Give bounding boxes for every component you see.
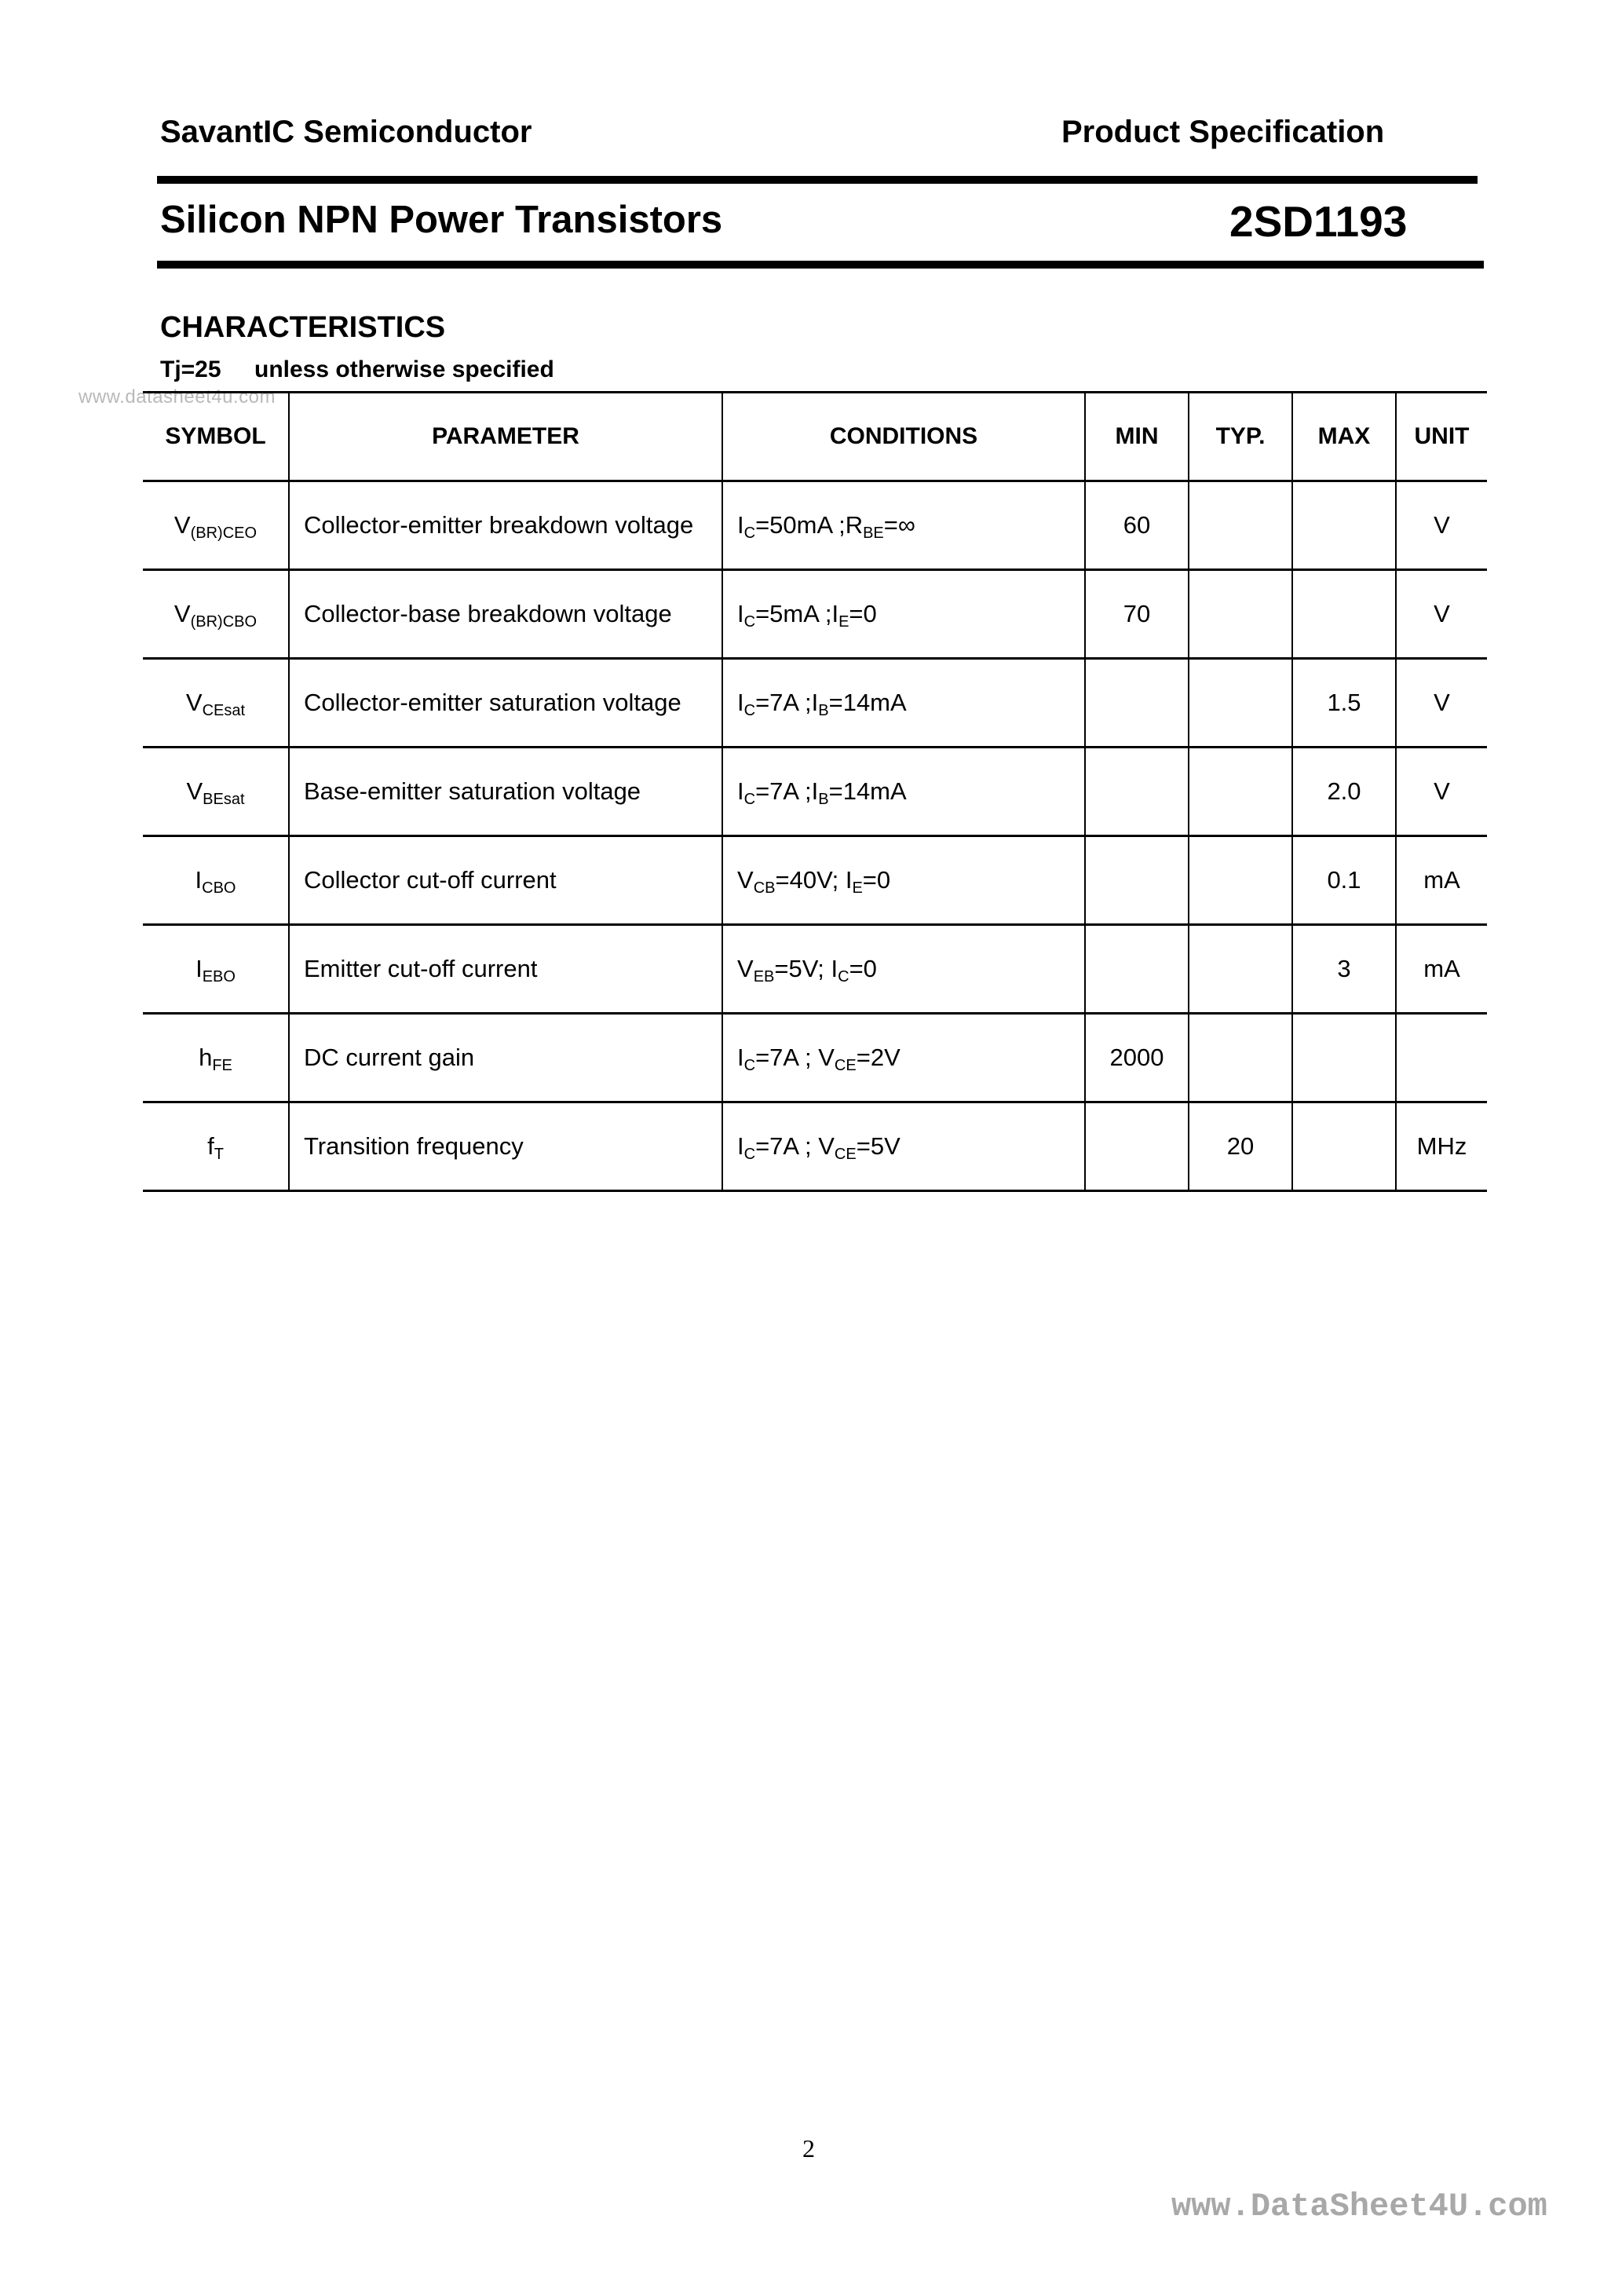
cell-parameter: Collector cut-off current bbox=[289, 836, 722, 925]
cell-typ bbox=[1189, 836, 1292, 925]
cell-symbol bbox=[143, 925, 289, 1014]
symbol-base: V bbox=[174, 511, 191, 539]
cell-max: 3 bbox=[1292, 925, 1396, 1014]
part-number: 2SD1193 bbox=[1229, 197, 1408, 246]
condition-2-value: =5V bbox=[856, 1132, 901, 1160]
column-header-conditions: CONDITIONS bbox=[722, 393, 1085, 481]
cell-max bbox=[1292, 1102, 1396, 1191]
condition-1-subscript: C bbox=[743, 525, 756, 542]
condition-1-subscript: C bbox=[743, 702, 756, 719]
cell-symbol bbox=[143, 748, 289, 836]
symbol-base: I bbox=[195, 866, 203, 894]
symbol-subscript: (BR)CEO bbox=[190, 525, 258, 542]
cell-unit: mA bbox=[1396, 836, 1487, 925]
cell-typ bbox=[1189, 748, 1292, 836]
page-number: 2 bbox=[802, 2134, 815, 2163]
condition-1-value: =7A ; bbox=[755, 689, 812, 716]
cell-typ: 20 bbox=[1189, 1102, 1292, 1191]
cell-conditions bbox=[722, 1102, 1085, 1191]
condition-2-value: =0 bbox=[849, 600, 877, 627]
cell-max bbox=[1292, 570, 1396, 659]
symbol-subscript: T bbox=[214, 1146, 224, 1163]
table-header-row bbox=[143, 393, 1487, 481]
condition-1-value: =7A ; bbox=[755, 1044, 819, 1071]
condition-1-base: I bbox=[737, 777, 744, 805]
condition-2-value: =14mA bbox=[828, 777, 907, 805]
condition-2-value: =0 bbox=[849, 955, 877, 982]
cell-unit: V bbox=[1396, 748, 1487, 836]
cell-parameter: Collector-emitter saturation voltage bbox=[289, 659, 722, 748]
cell-min: 60 bbox=[1085, 481, 1189, 570]
table-row bbox=[143, 1102, 1487, 1191]
cell-typ bbox=[1189, 570, 1292, 659]
cell-symbol bbox=[143, 1102, 289, 1191]
symbol-base: V bbox=[186, 777, 203, 805]
condition-2-base: I bbox=[831, 600, 839, 627]
document-type: Product Specification bbox=[1061, 115, 1385, 149]
cell-parameter: Collector-emitter breakdown voltage bbox=[289, 481, 722, 570]
cell-max bbox=[1292, 1014, 1396, 1102]
table-row bbox=[143, 836, 1487, 925]
table-row bbox=[143, 481, 1487, 570]
symbol-subscript: BEsat bbox=[203, 791, 245, 808]
cell-unit: mA bbox=[1396, 925, 1487, 1014]
condition-1-value: =40V; bbox=[775, 866, 846, 894]
condition-1-value: =5mA ; bbox=[755, 600, 832, 627]
symbol-base: I bbox=[195, 955, 203, 982]
cell-min bbox=[1085, 925, 1189, 1014]
condition-1-subscript: C bbox=[743, 791, 756, 808]
symbol-subscript: EBO bbox=[202, 968, 236, 985]
table-row bbox=[143, 1014, 1487, 1102]
cell-max: 1.5 bbox=[1292, 659, 1396, 748]
symbol-subscript: CEsat bbox=[202, 702, 246, 719]
cell-parameter: Collector-base breakdown voltage bbox=[289, 570, 722, 659]
cell-conditions bbox=[722, 481, 1085, 570]
symbol-subscript: FE bbox=[212, 1057, 232, 1074]
condition-1-base: V bbox=[737, 866, 754, 894]
cell-typ bbox=[1189, 481, 1292, 570]
condition-1-value: =50mA ; bbox=[755, 511, 846, 539]
table-row bbox=[143, 925, 1487, 1014]
cell-max bbox=[1292, 481, 1396, 570]
cell-unit: V bbox=[1396, 659, 1487, 748]
condition-1-base: I bbox=[737, 1132, 744, 1160]
symbol-base: h bbox=[199, 1044, 213, 1071]
column-header-min: MIN bbox=[1085, 393, 1189, 481]
section-heading: CHARACTERISTICS bbox=[160, 311, 446, 344]
condition-1-base: I bbox=[737, 600, 744, 627]
column-header-unit: UNIT bbox=[1396, 393, 1487, 481]
symbol-base: V bbox=[174, 600, 191, 627]
table-body bbox=[143, 481, 1487, 1191]
condition-note: unless otherwise specified bbox=[254, 356, 554, 382]
condition-1-base: I bbox=[737, 511, 744, 539]
condition-2-base: V bbox=[818, 1132, 835, 1160]
cell-min: 2000 bbox=[1085, 1014, 1189, 1102]
condition-1-base: I bbox=[737, 689, 744, 716]
cell-conditions bbox=[722, 925, 1085, 1014]
cell-symbol bbox=[143, 836, 289, 925]
column-header-max: MAX bbox=[1292, 393, 1396, 481]
table-row bbox=[143, 570, 1487, 659]
cell-symbol bbox=[143, 481, 289, 570]
column-header-parameter: PARAMETER bbox=[289, 393, 722, 481]
cell-typ bbox=[1189, 925, 1292, 1014]
symbol-subscript: (BR)CBO bbox=[190, 613, 258, 631]
cell-min bbox=[1085, 836, 1189, 925]
condition-2-value: =14mA bbox=[828, 689, 907, 716]
condition-1-value: =7A ; bbox=[755, 1132, 819, 1160]
condition-2-subscript: E bbox=[852, 879, 863, 897]
watermark-link-top[interactable]: www.datasheet4u.com bbox=[79, 386, 276, 408]
cell-min bbox=[1085, 659, 1189, 748]
header-rule-top bbox=[157, 176, 1478, 184]
symbol-subscript: CBO bbox=[202, 879, 236, 897]
condition-2-value: =2V bbox=[856, 1044, 901, 1071]
condition-2-value: =0 bbox=[862, 866, 891, 894]
condition-2-base: I bbox=[845, 866, 853, 894]
characteristics-table bbox=[143, 391, 1487, 1192]
condition-2-base: I bbox=[811, 777, 819, 805]
header-rule-bottom bbox=[157, 261, 1484, 269]
cell-max: 2.0 bbox=[1292, 748, 1396, 836]
condition-2-subscript: B bbox=[818, 791, 829, 808]
cell-symbol bbox=[143, 659, 289, 748]
table-row bbox=[143, 748, 1487, 836]
condition-2-value: =∞ bbox=[883, 511, 915, 539]
company-name: SavantIC Semiconductor bbox=[160, 115, 532, 149]
cell-parameter: Emitter cut-off current bbox=[289, 925, 722, 1014]
cell-conditions bbox=[722, 659, 1085, 748]
condition-2-base: I bbox=[831, 955, 838, 982]
table-row bbox=[143, 659, 1487, 748]
cell-min: 70 bbox=[1085, 570, 1189, 659]
condition-2-subscript: B bbox=[818, 702, 829, 719]
cell-conditions bbox=[722, 570, 1085, 659]
cell-conditions bbox=[722, 1014, 1085, 1102]
page-title: Silicon NPN Power Transistors bbox=[160, 199, 723, 241]
condition-2-subscript: BE bbox=[863, 525, 884, 542]
symbol-base: f bbox=[207, 1132, 214, 1160]
condition-1-subscript: C bbox=[743, 1057, 756, 1074]
condition-2-subscript: CE bbox=[834, 1057, 857, 1074]
cell-unit bbox=[1396, 1014, 1487, 1102]
column-header-typ: TYP. bbox=[1189, 393, 1292, 481]
cell-min bbox=[1085, 1102, 1189, 1191]
cell-conditions bbox=[722, 836, 1085, 925]
condition-temperature: Tj=25 bbox=[160, 356, 221, 382]
condition-1-subscript: C bbox=[743, 1146, 756, 1163]
condition-1-base: I bbox=[737, 1044, 744, 1071]
condition-2-subscript: E bbox=[838, 613, 849, 631]
condition-1-subscript: EB bbox=[753, 968, 775, 985]
cell-conditions bbox=[722, 748, 1085, 836]
condition-1-subscript: C bbox=[743, 613, 756, 631]
cell-max: 0.1 bbox=[1292, 836, 1396, 925]
condition-2-base: I bbox=[811, 689, 819, 716]
cell-typ bbox=[1189, 1014, 1292, 1102]
condition-2-subscript: C bbox=[838, 968, 849, 985]
cell-unit: MHz bbox=[1396, 1102, 1487, 1191]
cell-parameter: Transition frequency bbox=[289, 1102, 722, 1191]
condition-2-base: V bbox=[818, 1044, 835, 1071]
condition-1-value: =5V; bbox=[774, 955, 831, 982]
condition-2-subscript: CE bbox=[834, 1146, 857, 1163]
cell-symbol bbox=[143, 1014, 289, 1102]
condition-1-value: =7A ; bbox=[755, 777, 812, 805]
cell-min bbox=[1085, 748, 1189, 836]
watermark-link-bottom[interactable]: www.DataSheet4U.com bbox=[1171, 2188, 1547, 2225]
cell-unit: V bbox=[1396, 481, 1487, 570]
symbol-base: V bbox=[185, 689, 203, 716]
column-header-symbol: SYMBOL bbox=[143, 393, 289, 481]
cell-parameter: Base-emitter saturation voltage bbox=[289, 748, 722, 836]
cell-unit: V bbox=[1396, 570, 1487, 659]
condition-1-subscript: CB bbox=[753, 879, 776, 897]
condition-2-base: R bbox=[845, 511, 864, 539]
condition-1-base: V bbox=[737, 955, 754, 982]
cell-symbol bbox=[143, 570, 289, 659]
cell-parameter: DC current gain bbox=[289, 1014, 722, 1102]
cell-typ bbox=[1189, 659, 1292, 748]
